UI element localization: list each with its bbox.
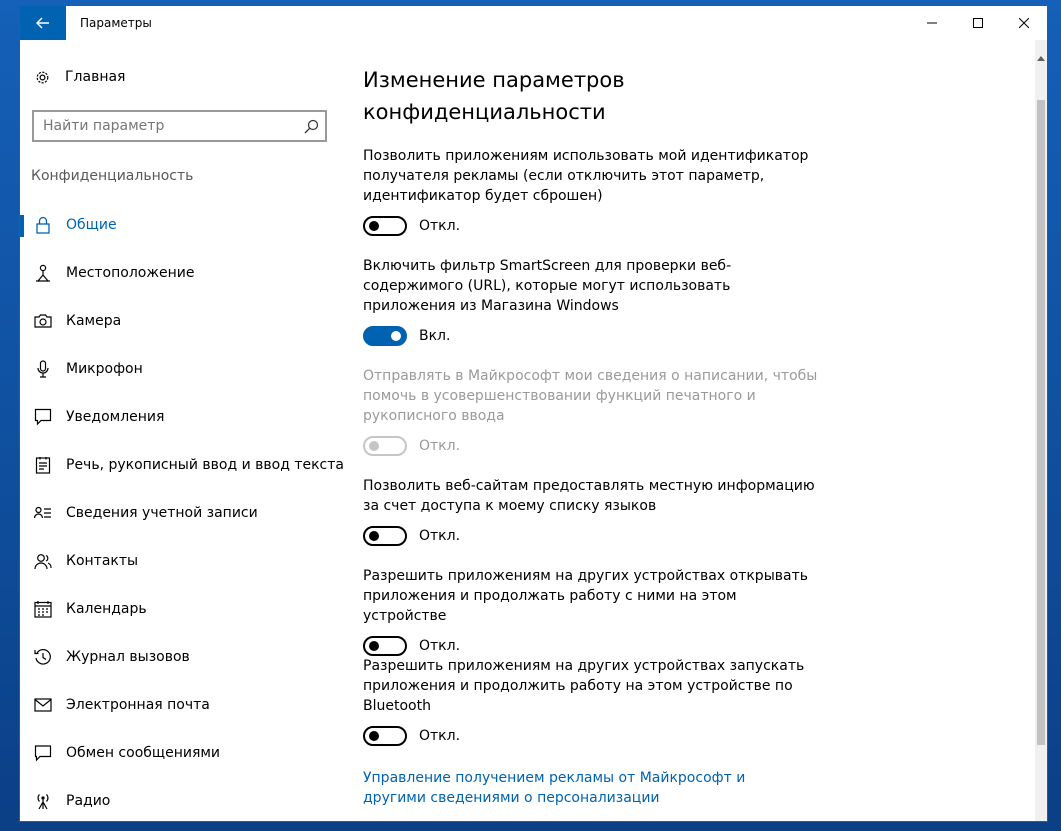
sidebar-item-label: Контакты bbox=[66, 553, 139, 569]
sidebar-item-label: Общие bbox=[66, 217, 117, 233]
minimize-button[interactable] bbox=[909, 6, 955, 40]
maximize-button[interactable] bbox=[955, 6, 1001, 40]
toggle-state-label: Откл. bbox=[419, 218, 461, 234]
microphone-icon bbox=[34, 360, 52, 378]
call-history-icon bbox=[34, 648, 52, 666]
setting-language-list bbox=[363, 476, 823, 546]
setting-description: Разрешить приложениям на других устройствах открывать приложения и продолжать работу с ними на этом устройстве bbox=[363, 568, 808, 624]
setting-typing-info bbox=[363, 366, 823, 456]
page-title: Изменение параметров конфиденциальности bbox=[363, 68, 625, 124]
sidebar-item-account-info[interactable] bbox=[20, 489, 346, 537]
sidebar-item-label: Обмен сообщениями bbox=[66, 745, 221, 761]
sidebar-item-messaging[interactable] bbox=[20, 729, 346, 777]
sidebar-item-label: Уведомления bbox=[66, 409, 165, 425]
setting-description: Разрешить приложениям на других устройствах запускать приложения и продолжить работу на этом устройстве по Bluetooth bbox=[363, 658, 805, 714]
setting-description: Включить фильтр SmartScreen для проверки веб-содержимого (URL), которые могут использовать приложения из Магазина Windows bbox=[363, 258, 732, 314]
toggle-state-label: Откл. bbox=[419, 728, 461, 744]
sidebar-item-speech[interactable] bbox=[20, 441, 346, 489]
scroll-up-button[interactable] bbox=[1035, 52, 1047, 64]
sidebar-item-camera[interactable] bbox=[20, 297, 346, 345]
email-icon bbox=[34, 696, 52, 714]
sidebar-item-label: Сведения учетной записи bbox=[66, 505, 258, 521]
speech-icon bbox=[34, 456, 52, 474]
sidebar-item-microphone[interactable] bbox=[20, 345, 346, 393]
setting-cross-device-open bbox=[363, 566, 823, 656]
toggle-state-label: Откл. bbox=[419, 528, 461, 544]
cross-device-open-toggle[interactable] bbox=[363, 636, 407, 656]
scrollbar-thumb[interactable] bbox=[1037, 100, 1045, 745]
setting-advertising-id bbox=[363, 146, 823, 236]
back-button[interactable] bbox=[20, 6, 66, 40]
sidebar-item-label: Микрофон bbox=[66, 361, 143, 377]
language-list-toggle[interactable] bbox=[363, 526, 407, 546]
gear-icon bbox=[34, 69, 51, 86]
setting-description: Позволить приложениям использовать мой идентификатор получателя рекламы (если отключить этот параметр, идентификатор будет сброшен) bbox=[363, 148, 809, 204]
sidebar-item-label: Радио bbox=[66, 793, 111, 809]
notification-icon bbox=[34, 408, 52, 426]
toggle-state-label: Вкл. bbox=[419, 328, 451, 344]
sidebar-item-label: Журнал вызовов bbox=[66, 649, 190, 665]
sidebar-item-label: Камера bbox=[66, 313, 122, 329]
setting-description: Отправлять в Майкрософт мои сведения о написании, чтобы помочь в усовершенствовании функций печатного и рукописного ввода bbox=[363, 368, 818, 424]
messaging-icon bbox=[34, 744, 52, 762]
sidebar-item-contacts[interactable] bbox=[20, 537, 346, 585]
cross-device-bluetooth-toggle[interactable] bbox=[363, 726, 407, 746]
close-button[interactable] bbox=[1001, 6, 1047, 40]
sidebar-item-label: Электронная почта bbox=[66, 697, 210, 713]
typing-info-toggle bbox=[363, 436, 407, 456]
setting-smartscreen bbox=[363, 256, 823, 346]
sidebar-item-label: Календарь bbox=[66, 601, 147, 617]
home-label: Главная bbox=[65, 69, 126, 85]
sidebar-item-radio[interactable] bbox=[20, 777, 346, 822]
contacts-icon bbox=[34, 552, 52, 570]
ad-personalization-link[interactable]: Управление получением рекламы от Майкрософт и другими сведениями о персонализации bbox=[363, 770, 746, 806]
toggle-state-label: Откл. bbox=[419, 438, 461, 454]
back-arrow-icon bbox=[36, 17, 50, 29]
sidebar-item-general[interactable] bbox=[20, 201, 346, 249]
lock-icon bbox=[34, 216, 52, 234]
setting-cross-device-bluetooth bbox=[363, 656, 823, 746]
home-nav-item[interactable] bbox=[34, 66, 125, 88]
calendar-icon bbox=[34, 600, 52, 618]
window-title: Параметры bbox=[80, 16, 152, 30]
sidebar-item-label: Речь, рукописный ввод и ввод текста bbox=[66, 457, 344, 473]
settings-window bbox=[19, 5, 1048, 822]
advertising-id-toggle[interactable] bbox=[363, 216, 407, 236]
sidebar-item-calendar[interactable] bbox=[20, 585, 346, 633]
title-bar bbox=[20, 6, 1047, 40]
sidebar-item-label: Местоположение bbox=[66, 265, 195, 281]
search-input[interactable] bbox=[43, 118, 304, 134]
search-box[interactable] bbox=[32, 110, 327, 142]
sidebar bbox=[20, 40, 346, 822]
sidebar-item-notifications[interactable] bbox=[20, 393, 346, 441]
minimize-icon bbox=[927, 18, 937, 28]
scroll-up-arrow-icon bbox=[1037, 55, 1045, 61]
smartscreen-toggle[interactable] bbox=[363, 326, 407, 346]
sidebar-item-email[interactable] bbox=[20, 681, 346, 729]
location-icon bbox=[34, 264, 52, 282]
maximize-icon bbox=[973, 18, 983, 28]
close-icon bbox=[1019, 18, 1029, 28]
radio-icon bbox=[34, 792, 52, 810]
toggle-state-label: Откл. bbox=[419, 638, 461, 654]
account-info-icon bbox=[34, 504, 52, 522]
privacy-nav bbox=[20, 201, 346, 822]
sidebar-item-location[interactable] bbox=[20, 249, 346, 297]
setting-description: Позволить веб-сайтам предоставлять местную информацию за счет доступа к моему списку языков bbox=[363, 478, 815, 514]
sidebar-item-call-history[interactable] bbox=[20, 633, 346, 681]
section-title: Конфиденциальность bbox=[31, 168, 194, 184]
camera-icon bbox=[34, 312, 52, 330]
search-icon[interactable] bbox=[304, 119, 319, 134]
